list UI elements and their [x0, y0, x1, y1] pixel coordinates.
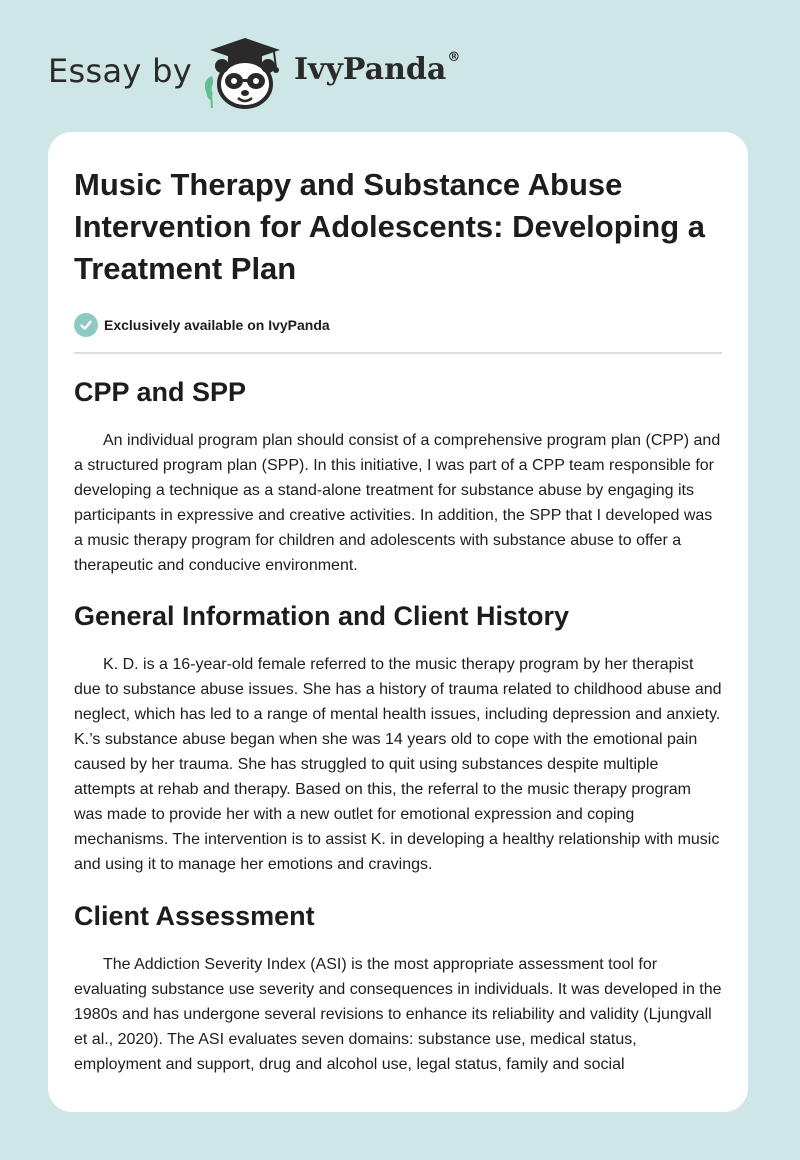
brand-prefix: Essay by: [48, 52, 192, 90]
essay-card: [48, 132, 748, 1112]
site-header: [48, 34, 548, 114]
section: [74, 598, 722, 877]
exclusive-badge: [74, 312, 722, 338]
section-paragraph: An individual program plan should consist of a comprehensive program plan (CPP) and a structured program plan (SPP). In this initiative, I was part of a CPP team responsible for developing a technique as a stand-alone treatment for substance abuse by engaging its participants in expressive and creative activities. In addition, the SPP that I developed was a music therapy program for children and adolescents with substance abuse to offer a therapeutic and conducive environment.: [74, 432, 721, 574]
panda-graduate-icon[interactable]: [200, 34, 290, 112]
brand-name[interactable]: IvyPanda®: [294, 50, 461, 87]
section-paragraph: K. D. is a 16-year-old female referred to the music therapy program by her therapist due to substance abuse issues. She has a history of trauma related to childhood abuse and neglect, which has led to a range of mental health issues, including depression and anxiety. K.’s substance abuse began when she was 14 years old to cope with the emotional pain caused by her trauma. She has struggled to quit using substances despite multiple attempts at rehab and therapy. Based on this, the referral to the music therapy program was made to provide her with a new outlet for emotional expression and coping mechanisms. The intervention is to assist K. in developing a healthy relationship with music and using it to manage her emotions and cravings.: [74, 656, 722, 873]
section-heading: CPP and SPP: [74, 377, 247, 407]
section-paragraph: The Addiction Severity Index (ASI) is the most appropriate assessment tool for evaluating substance use severity and consequences in individuals. It was developed in the 1980s and has undergone several revisions to enhance its reliability and validity (Ljungvall et al., 2020). The ASI evaluates seven domains: substance use, medical status, employment and support, drug and alcohol use, legal status, family and social: [74, 956, 722, 1073]
section: [74, 898, 722, 1077]
section: [74, 374, 722, 578]
section-heading: Client Assessment: [74, 901, 315, 931]
page-title: Music Therapy and Substance Abuse Intervention for Adolescents: Developing a Treatment Plan: [74, 167, 706, 286]
section-heading: General Information and Client History: [74, 601, 570, 631]
badge-label: Exclusively available on IvyPanda: [104, 317, 330, 333]
title-divider: [74, 352, 722, 354]
check-circle-icon: [74, 313, 98, 337]
